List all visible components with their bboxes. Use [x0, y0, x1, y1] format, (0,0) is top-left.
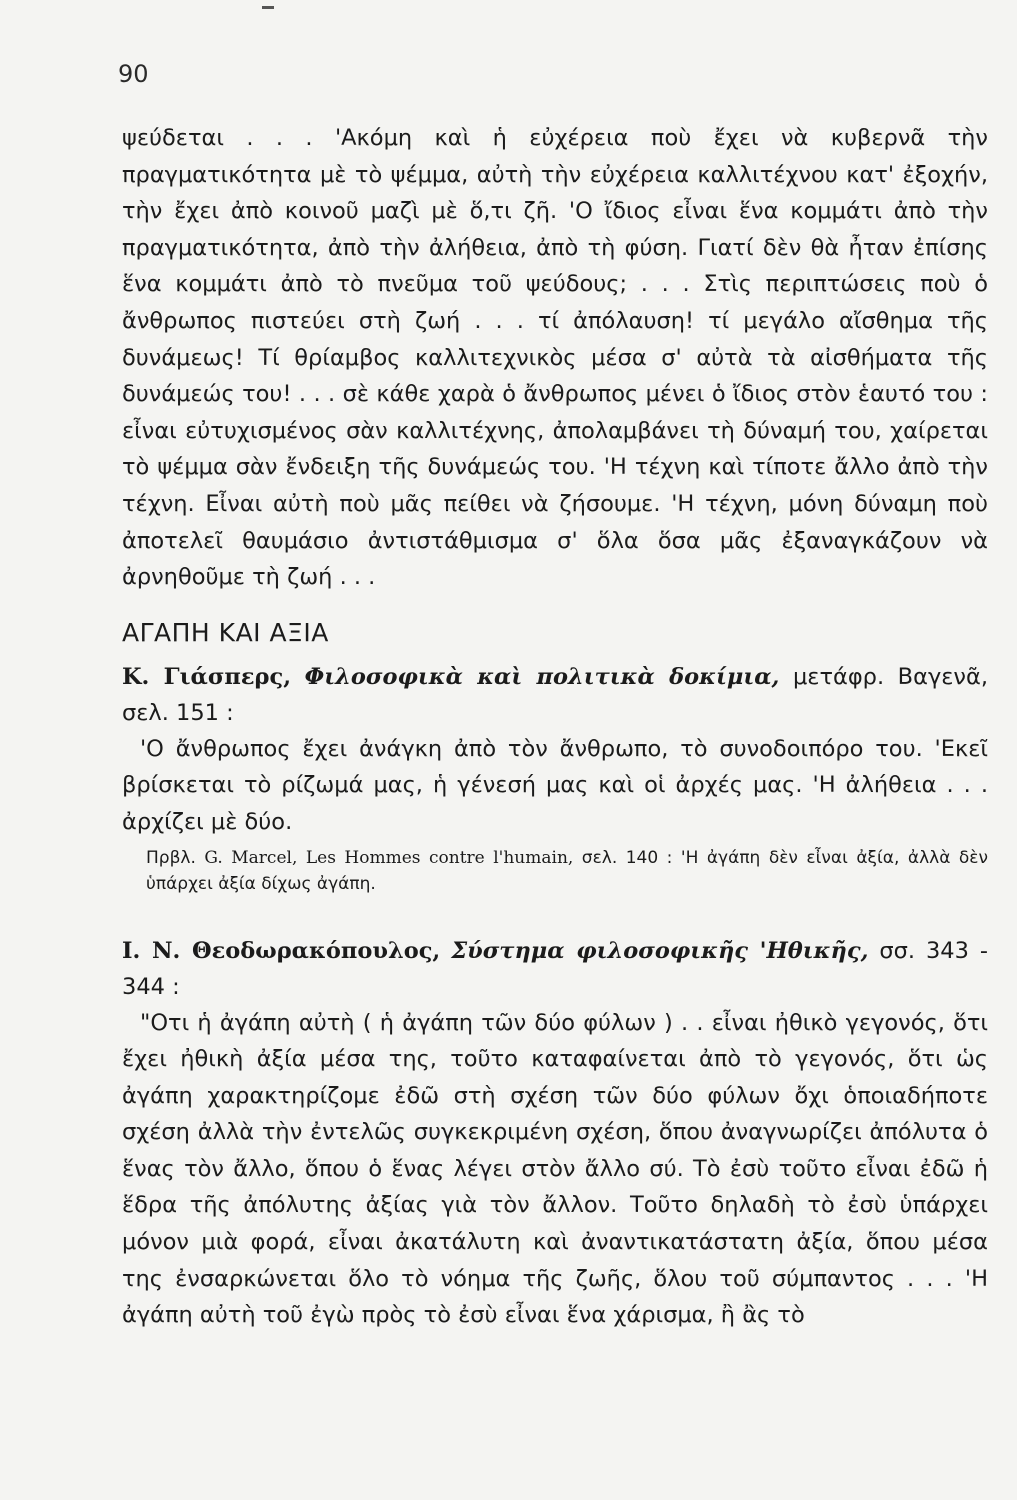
reference-title: Φιλοσοφικὰ καὶ πολιτικὰ δοκίμια, [304, 663, 780, 690]
reference-author: Κ. Γιάσπερς, [122, 663, 292, 690]
reference-details: μετάφρ. Βαγενᾶ, σελ. 151 : [122, 663, 988, 726]
section-heading: ΑΓΑΠΗ ΚΑΙ ΑΞΙΑ [122, 617, 329, 647]
reference-title: Σύστημα φιλοσοφικῆς 'Ηθικῆς, [451, 937, 869, 964]
page-number: 90 [118, 60, 149, 88]
reference-details: σσ. 343 - 344 : [122, 937, 988, 1000]
note-prefix: Πρβλ. [146, 847, 196, 868]
reference-author: Ι. Ν. Θεοδωρακόπουλος, [122, 937, 441, 964]
note-latin-citation: G. Marcel, Les Hommes contre l'humain, [204, 847, 574, 868]
note-marcel [146, 845, 988, 897]
reference-theodorakopoulos [122, 933, 988, 1005]
quote-jaspers: 'Ο ἄνθρωπος ἔχει ἀνάγκη ἀπὸ τὸν ἄνθρωπο, τὸ συνοδοιπόρο του. 'Εκεῖ βρίσκεται τὸ ρίζωμά μας, ἡ γένεσή μας καὶ οἱ ἀρχές μας. 'Η ἀλήθεια . . . ἀρχίζει μὲ δύο. [122, 735, 988, 835]
quote-theodorakopoulos: "Οτι ἡ ἀγάπη αὐτὴ ( ἡ ἀγάπη τῶν δύο φύλων ) . . εἶναι ἠθικὸ γεγονός, ὅτι ἔχει ἠθικὴ ἀξία μέσα της, τοῦτο καταφαίνεται ἀπὸ τὸ γεγονός, ὅτι ὡς ἀγάπη χαρακτηρίζομε ἐδῶ στὴ σχέση τῶν δύο φύλων ὄχι ὁποιαδήποτε σχέση ἀλλὰ τὴν ἐντελῶς συγκεκριμένη σχέση, ὅπου ἀναγνωρίζει ἀπόλυτα ὁ ἕνας τὸν ἄλλο, ὅπου ὁ ἕνας λέγει στὸν ἄλλο σύ. Τὸ ἐσὺ τοῦτο εἶναι ἐδῶ ἡ ἕδρα τῆς ἀπόλυτης ἀξίας γιὰ τὸν ἄλλον. Τοῦτο δηλαδὴ τὸ ἐσὺ ὑπάρχει μόνον μιὰ φορά, εἶναι ἀκατάλυτη καὶ ἀναντικατάστατη ἀξία, ὅπου μέσα της ἐνσαρκώνεται ὅλο τὸ νόημα τῆς ζωῆς, ὅλου τοῦ σύμπαντος . . . 'Η ἀγάπη αὐτὴ τοῦ ἐγὼ πρὸς τὸ ἐσὺ εἶναι ἕνα χάρισμα, ἢ ἂς τὸ [122, 1009, 988, 1329]
reference-jaspers [122, 659, 988, 731]
page-content [122, 120, 988, 1334]
note-text: σελ. 140 : 'Η ἀγάπη δὲν εἶναι ἀξία, ἀλλὰ δὲν ὑπάρχει ἀξία δίχως ἀγάπη. [146, 847, 988, 894]
top-print-mark [262, 6, 274, 9]
opening-quote: ψεύδεται . . . 'Ακόμη καὶ ἡ εὐχέρεια ποὺ ἔχει νὰ κυβερνᾶ τὴν πραγματικότητα μὲ τὸ ψέμμα, αὐτὴ τὴν εὐχέρεια καλλιτέχνου κατ' ἐξοχήν, τὴν ἔχει ἀπὸ κοινοῦ μαζὶ μὲ ὅ,τι ζῆ. 'Ο ἴδιος εἶναι ἕνα κομμάτι ἀπὸ τὴν πραγματικότητα, ἀπὸ τὴν ἀλήθεια, ἀπὸ τὴ φύση. Γιατί δὲν θὰ ἦταν ἐπίσης ἕνα κομμάτι ἀπὸ τὸ πνεῦμα τοῦ ψεύδους; . . . Στὶς περιπτώσεις ποὺ ὁ ἄνθρωπος πιστεύει στὴ ζωή . . . τί ἀπόλαυση! τί μεγάλο αἴσθημα τῆς δυνάμεως! Τί θρίαμβος καλλιτεχνικὸς μέσα σ' αὐτὰ τὰ αἰσθήματα τῆς δυνάμεώς του! . . . σὲ κάθε χαρὰ ὁ ἄνθρωπος μένει ὁ ἴδιος στὸν ἑαυτό του : εἶναι εὐτυχισμένος σὰν καλλιτέχνης, ἀπολαμβάνει τὴ δύναμή του, χαίρεται τὸ ψέμμα σὰν ἔνδειξη τῆς δυνάμεώς του. 'Η τέχνη καὶ τίποτε ἄλλο ἀπὸ τὴν τέχνη. Εἶναι αὐτὴ ποὺ μᾶς πείθει νὰ ζήσουμε. 'Η τέχνη, μόνη δύναμη ποὺ ἀποτελεῖ θαυμάσιο ἀντιστάθμισμα σ' ὅλα ὅσα μᾶς ἐξαναγκάζουν νὰ ἀρνηθοῦμε τὴ ζωή . . . [122, 125, 988, 591]
